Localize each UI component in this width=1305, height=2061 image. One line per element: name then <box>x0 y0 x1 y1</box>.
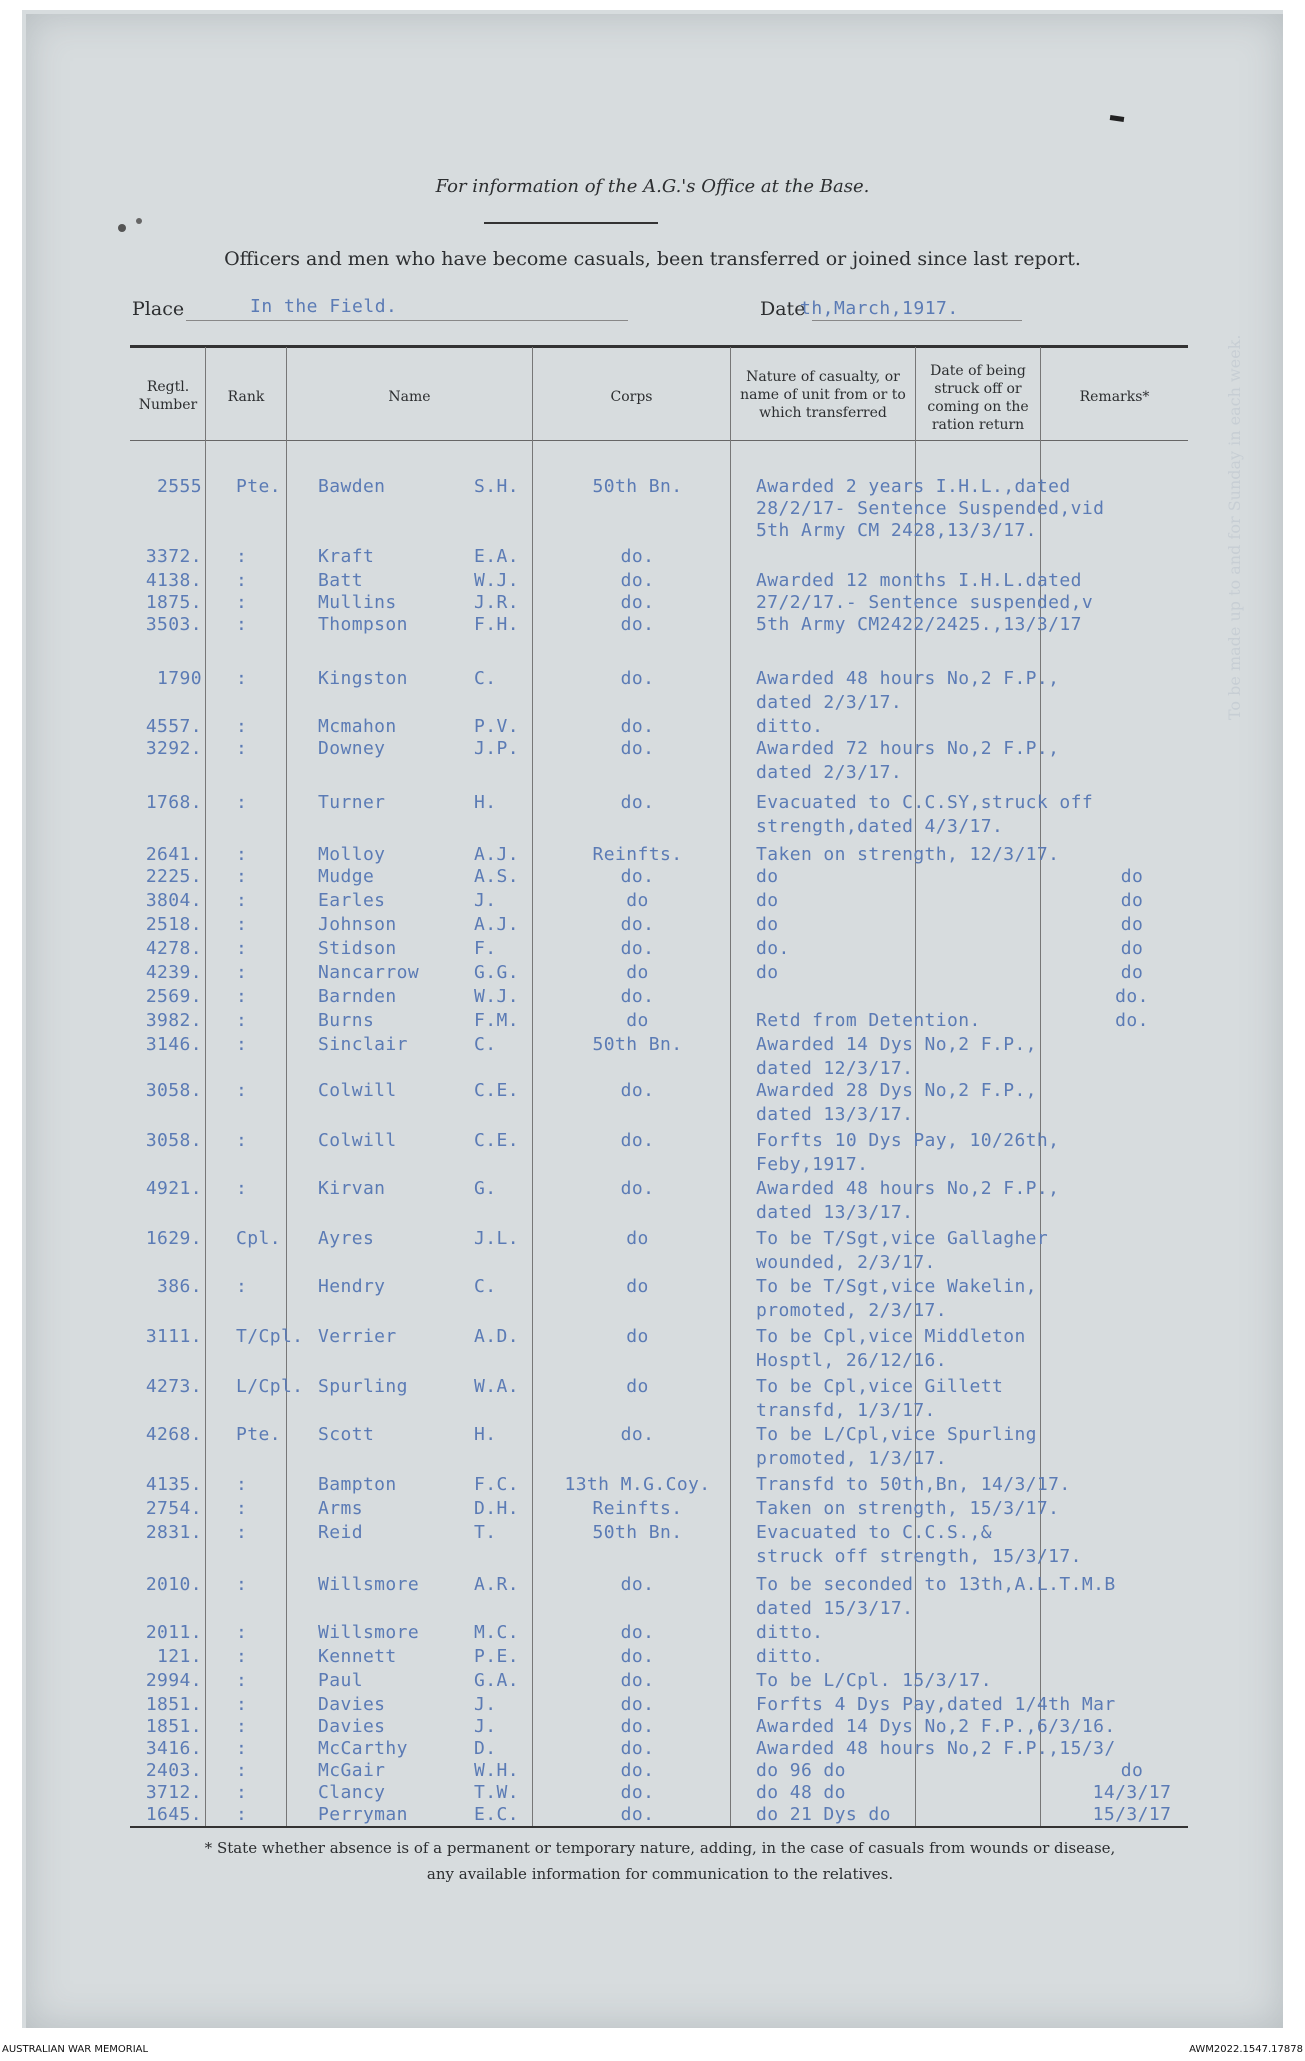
cell-rank: : <box>236 986 248 1007</box>
cell-rank: : <box>236 866 248 887</box>
cell-name: Nancarrow <box>318 962 420 983</box>
cell-nature-of-casualty: 28/2/17- Sentence Suspended,vid <box>756 498 1105 519</box>
cell-nature-of-casualty: do 21 Dys do <box>756 1804 891 1825</box>
cell-corps: do. <box>620 1646 655 1667</box>
cell-remarks: do <box>1120 938 1144 959</box>
cell-nature-of-casualty: Transfd to 50th,Bn, 14/3/17. <box>756 1474 1071 1495</box>
cell-regtl-number: 1875. <box>145 592 202 613</box>
cell-corps: do. <box>620 1178 655 1199</box>
cell-nature-of-casualty: do <box>756 866 779 887</box>
cell-regtl-number: 3712. <box>145 1782 202 1803</box>
cell-corps: do. <box>620 1424 655 1445</box>
cell-corps: do. <box>620 1738 655 1759</box>
cell-nature-of-casualty: To be Cpl,vice Gillett <box>756 1376 1004 1397</box>
cell-regtl-number: 4268. <box>145 1424 202 1445</box>
cell-name: McCarthy <box>318 1738 408 1759</box>
cell-corps: do. <box>620 668 655 689</box>
cell-name: Bawden <box>318 476 386 497</box>
column-divider <box>730 347 731 1826</box>
cell-nature-of-casualty: do <box>756 914 779 935</box>
form-heading: For information of the A.G.'s Office at the Base. <box>435 176 870 197</box>
cell-corps: do. <box>620 938 655 959</box>
cell-remarks: do. <box>1115 1010 1149 1031</box>
cell-nature-of-casualty: dated 13/3/17. <box>756 1104 914 1125</box>
cell-initials: P.V. <box>474 716 519 737</box>
cell-regtl-number: 3372. <box>145 546 202 567</box>
cell-initials: J.L. <box>474 1228 519 1249</box>
footnote-line-1: * State whether absence is of a permanent or temporary nature, adding, in the case of casuals from wounds or disease, <box>204 1839 1116 1857</box>
place-line <box>186 320 628 321</box>
cell-nature-of-casualty: do <box>756 962 779 983</box>
cell-name: Kirvan <box>318 1178 386 1199</box>
cell-rank: : <box>236 938 248 959</box>
cell-corps: do. <box>620 614 655 635</box>
cell-remarks: do <box>1120 914 1144 935</box>
date-line <box>812 320 1022 321</box>
cell-rank: : <box>236 570 248 591</box>
cell-nature-of-casualty: strength,dated 4/3/17. <box>756 816 1004 837</box>
cell-nature-of-casualty: To be L/Cpl. 15/3/17. <box>756 1670 992 1691</box>
cell-corps: do. <box>620 1574 655 1595</box>
cell-nature-of-casualty: Retd from Detention. <box>756 1010 981 1031</box>
cell-name: Spurling <box>318 1376 408 1397</box>
cell-initials: A.S. <box>474 866 519 887</box>
cell-initials: J. <box>474 890 497 911</box>
cell-corps: do <box>626 890 649 911</box>
cell-regtl-number: 2569. <box>145 986 202 1007</box>
cell-regtl-number: 1851. <box>145 1716 202 1737</box>
cell-rank: : <box>236 1276 248 1297</box>
cell-nature-of-casualty: Awarded 48 hours No,2 F.P., <box>756 668 1060 689</box>
cell-initials: J. <box>474 1716 497 1737</box>
cell-initials: C.E. <box>474 1130 519 1151</box>
cell-initials: G.A. <box>474 1670 519 1691</box>
cell-name: Davies <box>318 1694 386 1715</box>
column-header-date: Date of being struck off or coming on the ration return <box>927 363 1029 433</box>
cell-initials: G. <box>474 1178 497 1199</box>
cell-nature-of-casualty: To be T/Sgt,vice Gallagher <box>756 1228 1049 1249</box>
cell-rank: : <box>236 1622 248 1643</box>
cell-regtl-number: 386. <box>157 1276 202 1297</box>
cell-regtl-number: 2225. <box>145 866 202 887</box>
cell-name: Barnden <box>318 986 397 1007</box>
cell-nature-of-casualty: dated 2/3/17. <box>756 762 903 783</box>
date-label: Date <box>760 298 806 320</box>
cell-regtl-number: 4278. <box>145 938 202 959</box>
cell-nature-of-casualty: transfd, 1/3/17. <box>756 1400 936 1421</box>
cell-nature-of-casualty: Feby,1917. <box>756 1154 869 1175</box>
cell-regtl-number: 3058. <box>145 1130 202 1151</box>
cell-corps: do. <box>620 592 655 613</box>
cell-nature-of-casualty: Awarded 12 months I.H.L.dated <box>756 570 1082 591</box>
date-value: th,March,1917. <box>800 298 959 319</box>
cell-rank: : <box>236 1716 248 1737</box>
cell-regtl-number: 1790 <box>157 668 202 689</box>
cell-name: Mudge <box>318 866 375 887</box>
cell-nature-of-casualty: 27/2/17.- Sentence suspended,v <box>756 592 1094 613</box>
cell-corps: do <box>626 1010 649 1031</box>
cell-rank: : <box>236 792 248 813</box>
cell-name: Johnson <box>318 914 397 935</box>
cell-initials: E.A. <box>474 546 519 567</box>
cell-name: Colwill <box>318 1130 397 1151</box>
cell-regtl-number: 3111. <box>145 1326 202 1347</box>
cell-corps: do. <box>620 1622 655 1643</box>
cell-regtl-number: 2555 <box>157 476 202 497</box>
cell-regtl-number: 3982. <box>145 1010 202 1031</box>
cell-initials: A.D. <box>474 1326 519 1347</box>
cell-regtl-number: 2011. <box>145 1622 202 1643</box>
cell-initials: C. <box>474 1034 497 1055</box>
cell-initials: C. <box>474 668 497 689</box>
cell-initials: G.G. <box>474 962 519 983</box>
cell-name: Colwill <box>318 1080 397 1101</box>
table-top-rule <box>130 345 1188 348</box>
cell-name: Burns <box>318 1010 375 1031</box>
cell-rank: : <box>236 1804 248 1825</box>
cell-nature-of-casualty: dated 12/3/17. <box>756 1058 914 1079</box>
cell-initials: A.R. <box>474 1574 519 1595</box>
cell-name: Thompson <box>318 614 408 635</box>
cell-corps: do. <box>620 1694 655 1715</box>
cell-name: Willsmore <box>318 1574 420 1595</box>
cell-nature-of-casualty: Awarded 48 hours No,2 F.P., <box>756 1178 1060 1199</box>
cell-remarks: do. <box>1115 986 1149 1007</box>
cell-corps: Reinfts. <box>592 844 683 865</box>
cell-initials: C.E. <box>474 1080 519 1101</box>
cell-remarks: do <box>1120 1760 1144 1781</box>
cell-corps: do <box>626 1228 649 1249</box>
cell-name: Verrier <box>318 1326 397 1347</box>
cell-rank: : <box>236 890 248 911</box>
cell-name: Downey <box>318 738 386 759</box>
cell-nature-of-casualty: ditto. <box>756 1646 824 1667</box>
cell-nature-of-casualty: dated 13/3/17. <box>756 1202 914 1223</box>
cell-nature-of-casualty: do <box>756 890 779 911</box>
cell-name: Arms <box>318 1498 363 1519</box>
cell-name: Earles <box>318 890 386 911</box>
cell-nature-of-casualty: Awarded 2 years I.H.L.,dated <box>756 476 1071 497</box>
cell-rank: Pte. <box>236 1424 281 1445</box>
cell-corps: do. <box>620 1782 655 1803</box>
cell-rank: : <box>236 716 248 737</box>
cell-nature-of-casualty: Awarded 28 Dys No,2 F.P., <box>756 1080 1037 1101</box>
cell-name: Reid <box>318 1522 363 1543</box>
cell-nature-of-casualty: Forfts 4 Dys Pay,dated 1/4th Mar <box>756 1694 1116 1715</box>
cell-corps: 50th Bn. <box>592 476 683 497</box>
cell-nature-of-casualty: do. <box>756 938 790 959</box>
cell-corps: do. <box>620 1760 655 1781</box>
cell-rank: : <box>236 1178 248 1199</box>
cell-nature-of-casualty: do 96 do <box>756 1760 846 1781</box>
cell-nature-of-casualty: ditto. <box>756 1622 824 1643</box>
cell-regtl-number: 2994. <box>145 1670 202 1691</box>
cell-name: Sinclair <box>318 1034 408 1055</box>
cell-name: Hendry <box>318 1276 386 1297</box>
cell-rank: : <box>236 1130 248 1151</box>
cell-corps: do. <box>620 914 655 935</box>
form-subheading: Officers and men who have become casuals, been transferred or joined since last report. <box>224 248 1081 270</box>
cell-initials: H. <box>474 792 497 813</box>
side-text: To be made up to and for Sunday in each week. <box>1225 334 1244 720</box>
cell-rank: : <box>236 1474 248 1495</box>
cell-initials: P.E. <box>474 1646 519 1667</box>
cell-rank: L/Cpl. <box>236 1376 304 1397</box>
cell-nature-of-casualty: Hosptl, 26/12/16. <box>756 1350 948 1371</box>
cell-nature-of-casualty: To be T/Sgt,vice Wakelin, <box>756 1276 1037 1297</box>
cell-name: Paul <box>318 1670 363 1691</box>
cell-remarks: do <box>1120 962 1144 983</box>
table-header-rule <box>130 440 1188 441</box>
cell-nature-of-casualty: Taken on strength, 15/3/17. <box>756 1498 1060 1519</box>
cell-nature-of-casualty: To be L/Cpl,vice Spurling <box>756 1424 1037 1445</box>
cell-nature-of-casualty: To be seconded to 13th,A.L.T.M.B <box>756 1574 1116 1595</box>
cell-corps: do. <box>620 1716 655 1737</box>
cell-nature-of-casualty: dated 15/3/17. <box>756 1598 914 1619</box>
cell-rank: : <box>236 1574 248 1595</box>
column-divider <box>205 347 206 1826</box>
cell-nature-of-casualty: promoted, 1/3/17. <box>756 1448 948 1469</box>
cell-initials: D. <box>474 1738 497 1759</box>
cell-nature-of-casualty: Forfts 10 Dys Pay, 10/26th, <box>756 1130 1060 1151</box>
cell-initials: M.C. <box>474 1622 519 1643</box>
cell-corps: do. <box>620 716 655 737</box>
footer-right-label: AWM2022.1547.17878 <box>1189 2044 1303 2055</box>
cell-rank: : <box>236 738 248 759</box>
column-header-name: Name <box>388 389 431 405</box>
cell-regtl-number: 2518. <box>145 914 202 935</box>
cell-regtl-number: 1645. <box>145 1804 202 1825</box>
cell-regtl-number: 2831. <box>145 1522 202 1543</box>
cell-regtl-number: 1768. <box>145 792 202 813</box>
cell-regtl-number: 3416. <box>145 1738 202 1759</box>
footnote-line-2: any available information for communication to the relatives. <box>426 1865 894 1883</box>
cell-name: Bampton <box>318 1474 397 1495</box>
cell-corps: do. <box>620 570 655 591</box>
cell-regtl-number: 1851. <box>145 1694 202 1715</box>
cell-regtl-number: 2403. <box>145 1760 202 1781</box>
cell-rank: : <box>236 1670 248 1691</box>
cell-initials: A.J. <box>474 844 519 865</box>
cell-nature-of-casualty: ditto. <box>756 716 824 737</box>
cell-remarks: 15/3/17 <box>1092 1804 1172 1825</box>
cell-regtl-number: 2641. <box>145 844 202 865</box>
cell-corps: do. <box>620 1670 655 1691</box>
cell-name: Davies <box>318 1716 386 1737</box>
cell-name: Kingston <box>318 668 408 689</box>
cell-remarks: 14/3/17 <box>1092 1782 1172 1803</box>
cell-name: Clancy <box>318 1782 386 1803</box>
cell-nature-of-casualty: Awarded 72 hours No,2 F.P., <box>756 738 1060 759</box>
cell-corps: 13th M.G.Coy. <box>564 1474 711 1495</box>
cell-regtl-number: 4135. <box>145 1474 202 1495</box>
cell-rank: : <box>236 1782 248 1803</box>
cell-initials: T. <box>474 1522 497 1543</box>
cell-rank: : <box>236 914 248 935</box>
cell-rank: : <box>236 1010 248 1031</box>
cell-rank: T/Cpl. <box>236 1326 304 1347</box>
cell-corps: do. <box>620 546 655 567</box>
cell-corps: do. <box>620 1080 655 1101</box>
cell-name: Perryman <box>318 1804 408 1825</box>
cell-corps: do <box>626 1326 649 1347</box>
cell-rank: : <box>236 668 248 689</box>
cell-regtl-number: 2754. <box>145 1498 202 1519</box>
cell-initials: H. <box>474 1424 497 1445</box>
cell-name: Mcmahon <box>318 716 397 737</box>
cell-remarks: do <box>1120 866 1144 887</box>
cell-rank: : <box>236 1034 248 1055</box>
footer-bar <box>0 2040 1305 2061</box>
cell-rank: : <box>236 1522 248 1543</box>
cell-rank: : <box>236 1760 248 1781</box>
cell-rank: : <box>236 546 248 567</box>
cell-regtl-number: 1629. <box>145 1228 202 1249</box>
cell-corps: do <box>626 1276 649 1297</box>
cell-name: Turner <box>318 792 386 813</box>
footer-left-label: AUSTRALIAN WAR MEMORIAL <box>2 2044 149 2055</box>
cell-nature-of-casualty: wounded, 2/3/17. <box>756 1252 936 1273</box>
cell-name: Kennett <box>318 1646 397 1667</box>
cell-nature-of-casualty: dated 2/3/17. <box>756 692 903 713</box>
cell-rank: : <box>236 1738 248 1759</box>
cell-initials: F.C. <box>474 1474 519 1495</box>
heading-rule <box>484 222 658 224</box>
cell-initials: W.H. <box>474 1760 519 1781</box>
cell-regtl-number: 3292. <box>145 738 202 759</box>
cell-rank: : <box>236 592 248 613</box>
cell-regtl-number: 121. <box>157 1646 202 1667</box>
cell-name: Stidson <box>318 938 397 959</box>
cell-name: Scott <box>318 1424 375 1445</box>
punch-hole <box>136 218 142 224</box>
column-header-corps: Corps <box>610 389 653 405</box>
cell-name: Batt <box>318 570 363 591</box>
cell-corps: do. <box>620 986 655 1007</box>
cell-name: McGair <box>318 1760 386 1781</box>
cell-rank: Cpl. <box>236 1228 281 1249</box>
cell-regtl-number: 4239. <box>145 962 202 983</box>
cell-rank: : <box>236 844 248 865</box>
column-header-rank: Rank <box>227 389 265 405</box>
cell-initials: J.R. <box>474 592 519 613</box>
cell-initials: T.W. <box>474 1782 519 1803</box>
cell-name: Kraft <box>318 546 375 567</box>
cell-corps: do. <box>620 866 655 887</box>
cell-corps: 50th Bn. <box>592 1522 683 1543</box>
cell-corps: 50th Bn. <box>592 1034 683 1055</box>
cell-regtl-number: 3503. <box>145 614 202 635</box>
cell-initials: F.M. <box>474 1010 519 1031</box>
cell-nature-of-casualty: 5th Army CM2422/2425.,13/3/17 <box>756 614 1082 635</box>
cell-rank: : <box>236 1646 248 1667</box>
cell-name: Molloy <box>318 844 386 865</box>
cell-initials: A.J. <box>474 914 519 935</box>
cell-initials: S.H. <box>474 476 519 497</box>
cell-nature-of-casualty: do 48 do <box>756 1782 846 1803</box>
cell-initials: C. <box>474 1276 497 1297</box>
column-header-nature: Nature of casualty, or name of unit from or to which transferred <box>740 369 906 421</box>
table-bottom-rule <box>130 1826 1188 1828</box>
cell-nature-of-casualty: Awarded 14 Dys No,2 F.P., <box>756 1034 1037 1055</box>
cell-rank: Pte. <box>236 476 281 497</box>
cell-initials: J. <box>474 1694 497 1715</box>
cell-initials: W.J. <box>474 570 519 591</box>
cell-corps: Reinfts. <box>592 1498 683 1519</box>
cell-nature-of-casualty: Evacuated to C.C.S.,& <box>756 1522 992 1543</box>
cell-rank: : <box>236 962 248 983</box>
cell-corps: do <box>626 1376 649 1397</box>
cell-initials: F.H. <box>474 614 519 635</box>
cell-regtl-number: 3804. <box>145 890 202 911</box>
cell-rank: : <box>236 1498 248 1519</box>
cell-initials: F. <box>474 938 497 959</box>
cell-initials: D.H. <box>474 1498 519 1519</box>
column-header-number: Regtl. Number <box>138 379 198 413</box>
cell-corps: do. <box>620 1804 655 1825</box>
cell-regtl-number: 4138. <box>145 570 202 591</box>
cell-regtl-number: 3058. <box>145 1080 202 1101</box>
cell-corps: do. <box>620 792 655 813</box>
cell-remarks: do <box>1120 890 1144 911</box>
place-value: In the Field. <box>250 296 398 317</box>
cell-nature-of-casualty: promoted, 2/3/17. <box>756 1300 948 1321</box>
cell-regtl-number: 4557. <box>145 716 202 737</box>
cell-nature-of-casualty: struck off strength, 15/3/17. <box>756 1546 1082 1567</box>
cell-corps: do <box>626 962 649 983</box>
column-header-remarks: Remarks* <box>1079 389 1150 405</box>
cell-nature-of-casualty: Awarded 48 hours No,2 F.P.,15/3/ <box>756 1738 1116 1759</box>
cell-nature-of-casualty: Evacuated to C.C.SY,struck off <box>756 792 1094 813</box>
cell-regtl-number: 4921. <box>145 1178 202 1199</box>
cell-initials: E.C. <box>474 1804 519 1825</box>
place-label: Place <box>132 298 185 320</box>
cell-initials: W.A. <box>474 1376 519 1397</box>
cell-regtl-number: 2010. <box>145 1574 202 1595</box>
punch-hole <box>118 224 126 232</box>
cell-rank: : <box>236 1080 248 1101</box>
cell-initials: J.P. <box>474 738 519 759</box>
cell-name: Willsmore <box>318 1622 420 1643</box>
cell-name: Ayres <box>318 1228 375 1249</box>
cell-corps: do. <box>620 1130 655 1151</box>
cell-nature-of-casualty: Awarded 14 Dys No,2 F.P.,6/3/16. <box>756 1716 1116 1737</box>
cell-initials: W.J. <box>474 986 519 1007</box>
cell-regtl-number: 3146. <box>145 1034 202 1055</box>
cell-regtl-number: 4273. <box>145 1376 202 1397</box>
cell-nature-of-casualty: Taken on strength, 12/3/17. <box>756 844 1060 865</box>
cell-rank: : <box>236 614 248 635</box>
cell-nature-of-casualty: 5th Army CM 2428,13/3/17. <box>756 520 1037 541</box>
cell-nature-of-casualty: To be Cpl,vice Middleton <box>756 1326 1026 1347</box>
cell-corps: do. <box>620 738 655 759</box>
cell-name: Mullins <box>318 592 397 613</box>
cell-rank: : <box>236 1694 248 1715</box>
